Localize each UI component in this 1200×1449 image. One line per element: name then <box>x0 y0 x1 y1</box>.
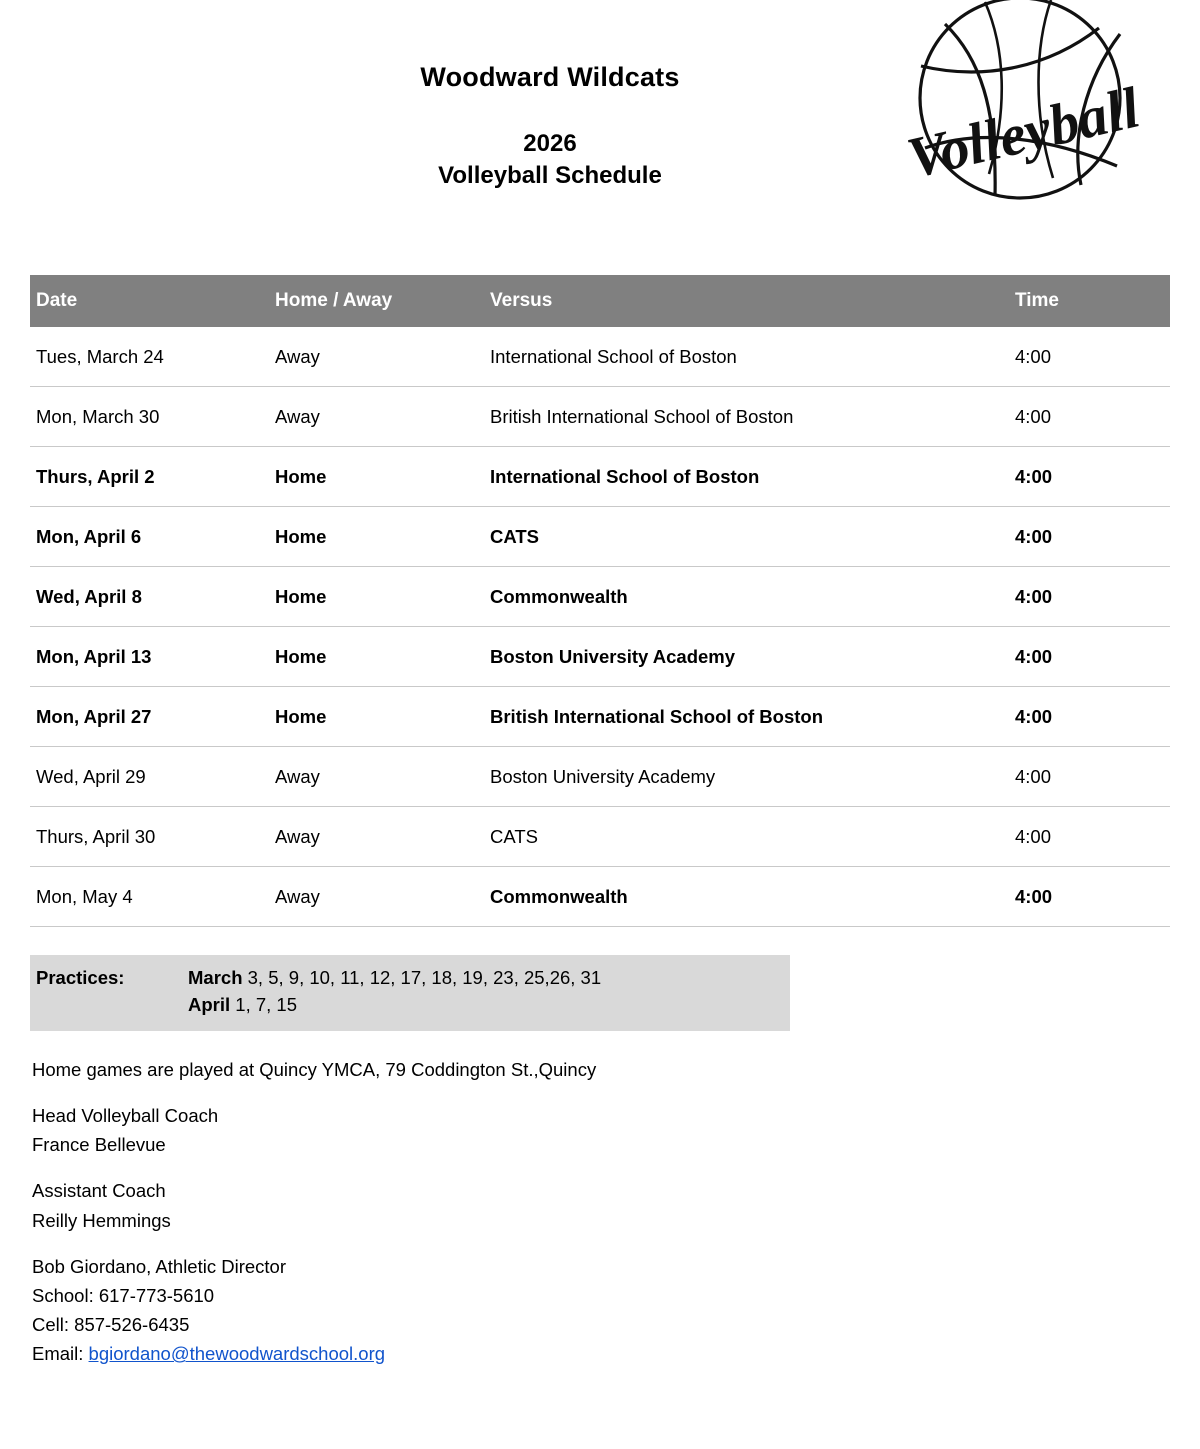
head-coach-title: Head Volleyball Coach <box>32 1104 219 1126</box>
head-coach-name: France Bellevue <box>32 1134 166 1156</box>
cell-time: 4:00 <box>1015 687 1170 747</box>
spacer <box>32 1235 1170 1252</box>
cell-date: Mon, April 27 <box>30 687 275 747</box>
spacer <box>32 1159 1170 1176</box>
table-row <box>30 867 1170 927</box>
cell-home-away: Away <box>275 327 490 387</box>
table-row <box>30 327 1170 387</box>
email-link[interactable]: bgiordano@thewoodwardschool.org <box>88 1343 386 1365</box>
cell-date: Thurs, April 30 <box>30 807 275 867</box>
venue-note: Home games are played at Quincy YMCA, 79 Coddington St.,Quincy <box>32 1058 597 1080</box>
cell-versus: Boston University Academy <box>490 627 1015 687</box>
practices-month-april: April <box>188 993 231 1015</box>
table-row <box>30 447 1170 507</box>
footer-notes <box>30 1055 1170 1369</box>
cell-time: 4:00 <box>1015 387 1170 447</box>
practices-dates-april: 1, 7, 15 <box>230 993 297 1015</box>
table-row <box>30 627 1170 687</box>
cell-versus: Commonwealth <box>490 567 1015 627</box>
cell-home-away: Away <box>275 807 490 867</box>
cell-date: Wed, April 8 <box>30 567 275 627</box>
column-header-date: Date <box>30 275 275 327</box>
table-row <box>30 807 1170 867</box>
cell-home-away: Away <box>275 747 490 807</box>
assistant-coach-name: Reilly Hemmings <box>32 1209 171 1231</box>
practices-dates-march: 3, 5, 9, 10, 11, 12, 17, 18, 19, 23, 25,26, 31 <box>242 967 602 988</box>
cell-time: 4:00 <box>1015 867 1170 927</box>
cell-date: Mon, April 13 <box>30 627 275 687</box>
cell-home-away: Home <box>275 687 490 747</box>
cell-date: Wed, April 29 <box>30 747 275 807</box>
practices-label: Practices: <box>36 967 125 988</box>
cell-versus: International School of Boston <box>490 447 1015 507</box>
cell-home-away: Away <box>275 867 490 927</box>
cell-home-away: Home <box>275 447 490 507</box>
table-header-row <box>30 275 1170 327</box>
cell-home-away: Away <box>275 387 490 447</box>
cell-date: Tues, March 24 <box>30 327 275 387</box>
volleyball-logo-icon <box>885 0 1155 223</box>
sport-title: Volleyball Schedule <box>438 162 662 189</box>
cell-time: 4:00 <box>1015 627 1170 687</box>
season-year: 2026 <box>523 130 577 157</box>
cell-versus: International School of Boston <box>490 327 1015 387</box>
cell-time: 4:00 <box>1015 507 1170 567</box>
cell-date: Mon, May 4 <box>30 867 275 927</box>
cell-versus: British International School of Boston <box>490 687 1015 747</box>
assistant-coach-title: Assistant Coach <box>32 1180 166 1202</box>
cell-home-away: Home <box>275 567 490 627</box>
athletic-director-name: Bob Giordano, Athletic Director <box>32 1255 286 1277</box>
cell-time: 4:00 <box>1015 747 1170 807</box>
column-header-time: Time <box>1015 275 1170 327</box>
table-row <box>30 507 1170 567</box>
cell-date: Thurs, April 2 <box>30 447 275 507</box>
cell-time: 4:00 <box>1015 567 1170 627</box>
cell-date: Mon, March 30 <box>30 387 275 447</box>
cell-time: 4:00 <box>1015 447 1170 507</box>
cell-versus: CATS <box>490 807 1015 867</box>
cell-phone: Cell: 857-526-6435 <box>32 1314 190 1336</box>
table-row <box>30 387 1170 447</box>
cell-versus: British International School of Boston <box>490 387 1015 447</box>
cell-home-away: Home <box>275 627 490 687</box>
spacer <box>32 1084 1170 1101</box>
logo-word: Volleyball <box>901 74 1146 191</box>
table-row <box>30 747 1170 807</box>
table-row <box>30 567 1170 627</box>
email-label: Email: <box>32 1343 89 1365</box>
document-header <box>30 0 1170 250</box>
column-header-home-away: Home / Away <box>275 275 490 327</box>
column-header-versus: Versus <box>490 275 1015 327</box>
cell-versus: CATS <box>490 507 1015 567</box>
cell-time: 4:00 <box>1015 807 1170 867</box>
practices-line-march <box>36 965 790 992</box>
schedule-table-body <box>30 327 1170 927</box>
page-title: Woodward Wildcats <box>420 62 680 92</box>
email-line <box>32 1339 1170 1368</box>
cell-versus: Boston University Academy <box>490 747 1015 807</box>
cell-time: 4:00 <box>1015 327 1170 387</box>
cell-date: Mon, April 6 <box>30 507 275 567</box>
practices-block <box>30 955 790 1031</box>
school-phone: School: 617-773-5610 <box>32 1284 215 1306</box>
cell-home-away: Home <box>275 507 490 567</box>
practices-month-march: March <box>188 967 243 988</box>
table-row <box>30 687 1170 747</box>
schedule-table <box>30 275 1170 927</box>
cell-versus: Commonwealth <box>490 867 1015 927</box>
practices-line-april <box>36 992 790 1019</box>
